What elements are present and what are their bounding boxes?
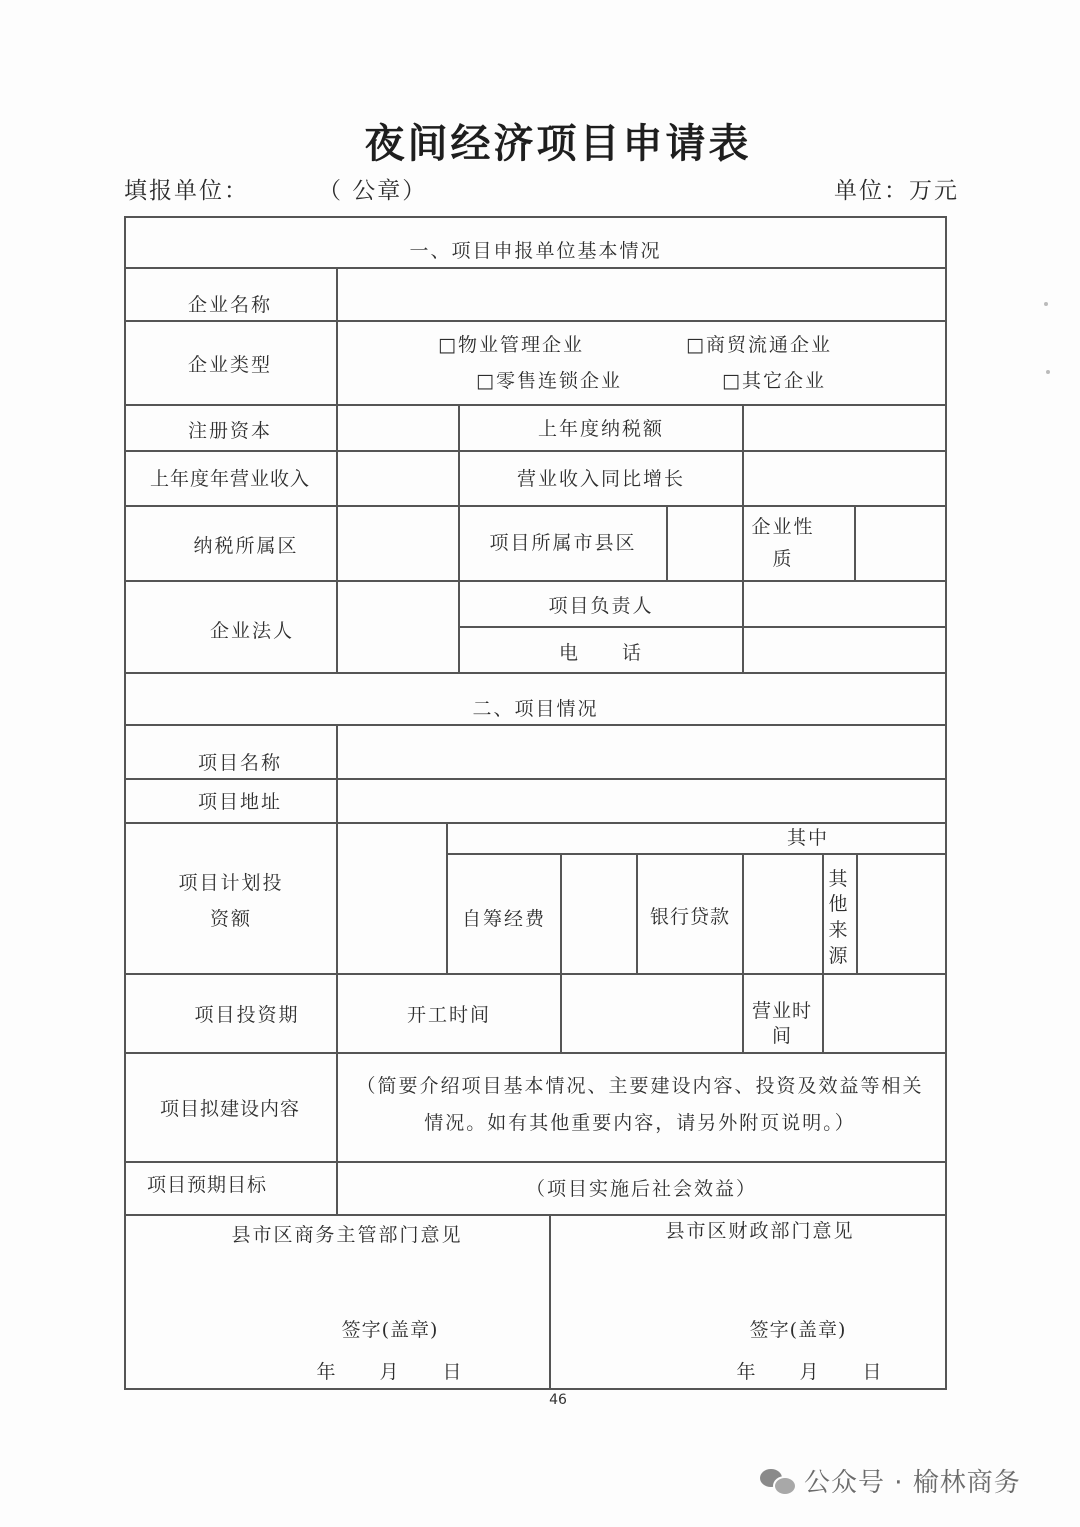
revenue-growth-label: 营业收入同比增长 bbox=[516, 468, 685, 491]
page-number: 46 bbox=[549, 1392, 567, 1408]
other-sources-label: 其他来源 bbox=[828, 867, 850, 967]
company-nature-label: 企业性质 bbox=[751, 515, 815, 570]
legal-person-field[interactable] bbox=[338, 582, 458, 672]
other-sources-field[interactable] bbox=[858, 855, 945, 973]
last-year-revenue-label: 上年度年营业收入 bbox=[149, 468, 310, 491]
type-option-other[interactable]: □其它企业 bbox=[722, 370, 826, 393]
scan-speck bbox=[1046, 370, 1050, 374]
self-funded-label: 自筹经费 bbox=[461, 908, 546, 931]
legal-person-label: 企业法人 bbox=[209, 620, 294, 643]
stamp-label: （ 公章） bbox=[318, 178, 428, 204]
commerce-dept-opinion-label: 县市区商务主管部门意见 bbox=[231, 1224, 463, 1247]
investment-period-label: 项目投资期 bbox=[194, 1004, 300, 1027]
project-county-label: 项目所属市县区 bbox=[489, 532, 637, 555]
commerce-date-label: 年 月 日 bbox=[316, 1361, 464, 1384]
type-option-property-mgmt[interactable]: □物业管理企业 bbox=[438, 334, 584, 357]
currency-unit-label: 单位：万元 bbox=[834, 178, 959, 204]
planned-investment-label: 项目计划投资额 bbox=[178, 871, 284, 930]
company-name-label: 企业名称 bbox=[187, 294, 272, 317]
last-year-tax-label: 上年度纳税额 bbox=[537, 418, 664, 441]
project-leader-field[interactable] bbox=[744, 582, 945, 626]
self-funded-field[interactable] bbox=[562, 855, 636, 973]
business-time-field[interactable] bbox=[824, 975, 945, 1052]
start-time-label: 开工时间 bbox=[406, 1004, 491, 1027]
form-title: 夜间经济项目申请表 bbox=[364, 120, 752, 167]
company-type-label: 企业类型 bbox=[187, 354, 272, 377]
finance-signature-label: 签字(盖章) bbox=[749, 1319, 847, 1342]
construction-content-label: 项目拟建设内容 bbox=[159, 1098, 300, 1121]
construction-content-hint: （简要介绍项目基本情况、主要建设内容、投资及效益等相关情况。如有其他重要内容，请另外附页说明。） bbox=[356, 1074, 924, 1134]
phone-label: 电 话 bbox=[558, 642, 643, 665]
project-name-label: 项目名称 bbox=[197, 752, 282, 775]
filling-unit-label: 填报单位： bbox=[124, 178, 249, 204]
project-address-label: 项目地址 bbox=[197, 791, 282, 814]
planned-investment-field[interactable] bbox=[338, 824, 446, 973]
of-which-label: 其中 bbox=[786, 827, 829, 850]
bank-loan-label: 银行贷款 bbox=[649, 906, 730, 929]
section1-heading: 一、项目申报单位基本情况 bbox=[409, 240, 662, 263]
project-address-field[interactable] bbox=[338, 780, 945, 822]
expected-goal-hint: （项目实施后社会效益） bbox=[525, 1178, 757, 1201]
project-leader-label: 项目负责人 bbox=[548, 595, 654, 618]
watermark-text: 公众号 · 榆林商务 bbox=[804, 1468, 1021, 1498]
wechat-icon bbox=[760, 1467, 794, 1495]
tax-district-label: 纳税所属区 bbox=[193, 535, 299, 558]
start-time-field[interactable] bbox=[562, 975, 742, 1052]
type-option-trade-circulation[interactable]: □商贸流通企业 bbox=[686, 334, 832, 357]
revenue-growth-field[interactable] bbox=[744, 452, 945, 505]
business-time-label: 营业时间 bbox=[751, 1000, 812, 1047]
commerce-signature-label: 签字(盖章) bbox=[341, 1319, 439, 1342]
bank-loan-field[interactable] bbox=[744, 855, 822, 973]
expected-goal-label: 项目预期目标 bbox=[146, 1174, 267, 1197]
finance-dept-opinion-label: 县市区财政部门意见 bbox=[665, 1220, 855, 1243]
company-nature-field[interactable] bbox=[856, 507, 945, 580]
last-year-tax-field[interactable] bbox=[744, 406, 945, 450]
registered-capital-field[interactable] bbox=[338, 406, 458, 450]
project-name-field[interactable] bbox=[338, 726, 945, 778]
last-year-revenue-field[interactable] bbox=[338, 452, 458, 505]
wechat-watermark bbox=[760, 1462, 1021, 1499]
project-county-field[interactable] bbox=[668, 507, 742, 580]
scan-speck bbox=[1044, 302, 1048, 306]
company-name-field[interactable] bbox=[338, 288, 945, 320]
registered-capital-label: 注册资本 bbox=[187, 420, 272, 443]
type-option-retail-chain[interactable]: □零售连锁企业 bbox=[476, 370, 622, 393]
phone-field[interactable] bbox=[744, 628, 945, 672]
finance-date-label: 年 月 日 bbox=[736, 1361, 884, 1384]
section2-heading: 二、项目情况 bbox=[472, 698, 599, 721]
